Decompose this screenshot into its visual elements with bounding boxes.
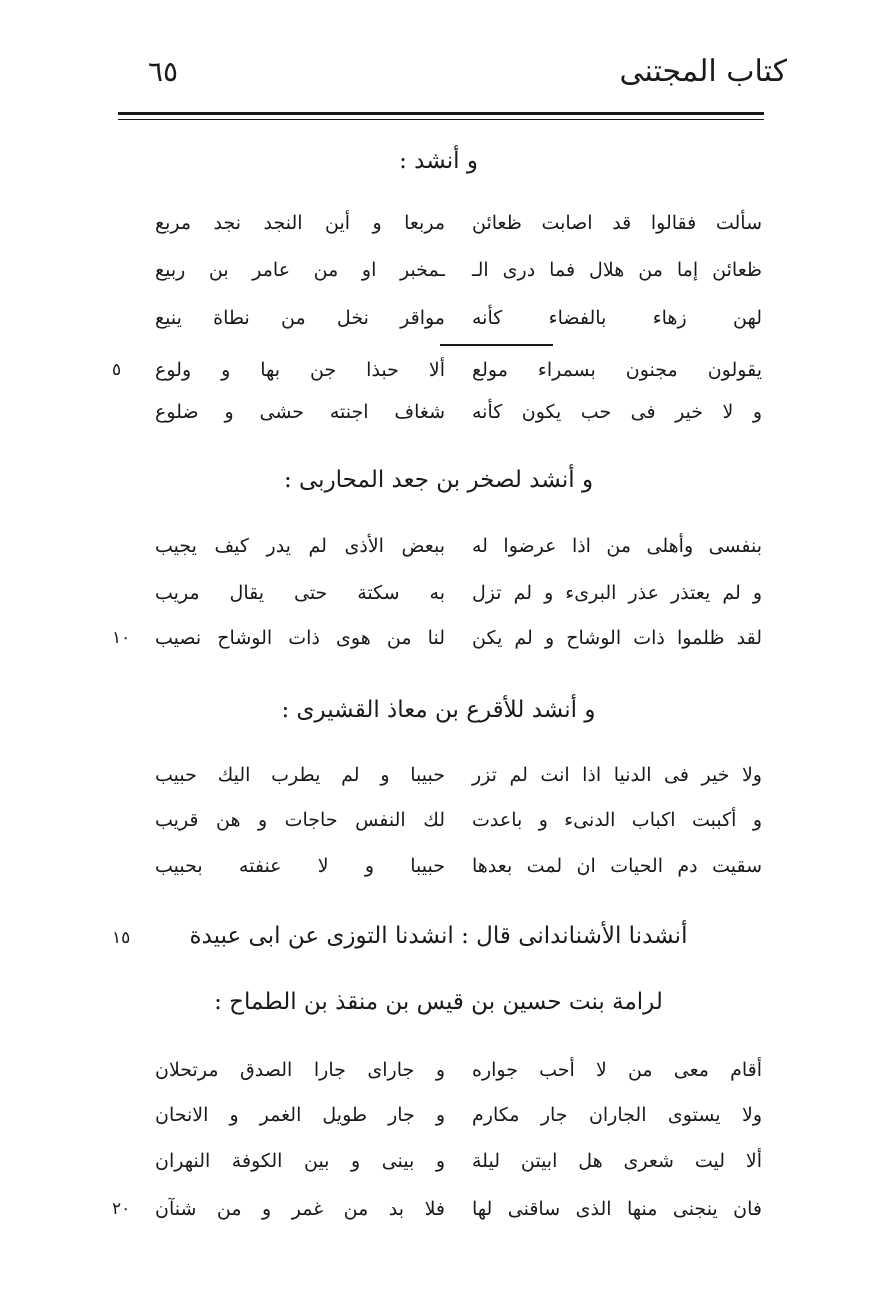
verse-second-hemistich: و بينى و بين الكوفة النهران	[155, 1150, 445, 1172]
section-subheading: لرامة بنت حسين بن قيس بن منقذ بن الطماح :	[214, 989, 663, 1015]
verse-second-hemistich: ألا حبذا جن بها و ولوع	[155, 359, 445, 381]
line-number: ٥	[112, 360, 122, 380]
verse-line	[0, 846, 877, 886]
verse-line	[0, 1050, 877, 1090]
line-number: ١٥	[112, 928, 131, 948]
line-number: ٢٠	[112, 1199, 131, 1219]
verse-line	[0, 250, 877, 290]
section-heading: و أنشد لصخر بن جعد المحاربى :	[283, 467, 594, 493]
verse-first-hemistich: أقام معى من لا أحب جواره	[472, 1059, 762, 1081]
verse-first-hemistich: ولا يستوى الجاران جار مكارم	[472, 1104, 762, 1126]
verse-line	[0, 800, 877, 840]
verse-second-hemistich: ببعض الأذى لم يدر كيف يجيب	[155, 535, 445, 557]
verse-first-hemistich: ولا خير فى الدنيا اذا انت لم تزر	[472, 764, 762, 786]
verse-second-hemistich: و جار طويل الغمر و الانحان	[155, 1104, 445, 1126]
section-heading: و أنشد للأقرع بن معاذ القشيرى :	[281, 697, 596, 723]
page-number: ٦٥	[148, 55, 179, 88]
header-rule-thin	[118, 119, 764, 120]
verse-first-hemistich: يقولون مجنون بسمراء مولع	[472, 359, 762, 381]
verse-line	[0, 573, 877, 613]
underline-mark	[440, 344, 553, 346]
verse-first-hemistich: ظعائن إما من هلال فما درى الـ	[472, 259, 762, 281]
verse-line	[0, 392, 877, 432]
verse-second-hemistich: به سكتة حتى يقال مريب	[155, 582, 445, 604]
verse-line	[0, 350, 877, 390]
verse-second-hemistich: و جاراى جارا الصدق مرتحلان	[155, 1059, 445, 1081]
verse-line	[0, 618, 877, 658]
verse-second-hemistich: مربعا و أين النجد نجد مربع	[155, 212, 445, 234]
verse-line	[0, 526, 877, 566]
verse-first-hemistich: سألت فقالوا قد اصابت ظعائن	[472, 212, 762, 234]
verse-second-hemistich: لنا من هوى ذات الوشاح نصيب	[155, 627, 445, 649]
running-head	[0, 52, 877, 92]
verse-line	[0, 1141, 877, 1181]
section-heading	[0, 918, 877, 954]
verse-line	[0, 755, 877, 795]
verse-first-hemistich: لقد ظلموا ذات الوشاح و لم يكن	[472, 627, 762, 649]
verse-first-hemistich: بنفسى وأهلى من اذا عرضوا له	[472, 535, 762, 557]
verse-first-hemistich: ألا ليت شعرى هل ابيتن ليلة	[472, 1150, 762, 1172]
verse-second-hemistich: حبيبا و لا عنفته بحبيب	[155, 855, 445, 877]
verse-line	[0, 1189, 877, 1229]
verse-line	[0, 298, 877, 338]
verse-second-hemistich: حبيبا و لم يطرب اليك حبيب	[155, 764, 445, 786]
verse-first-hemistich: سقيت دم الحيات ان لمت بعدها	[472, 855, 762, 877]
verse-first-hemistich: و لم يعتذر عذر البرىء و لم تزل	[472, 582, 762, 604]
verse-line	[0, 1095, 877, 1135]
verse-second-hemistich: ـمخبر او من عامر بن ربيع	[155, 259, 445, 281]
section-heading-text: أنشدنا الأشناندانى قال : انشدنا التوزى عن ابى عبيدة	[189, 923, 688, 949]
verse-line	[0, 203, 877, 243]
verse-first-hemistich: و لا خير فى حب يكون كأنه	[472, 401, 762, 423]
header-rule-thick	[118, 112, 764, 115]
verse-first-hemistich: و أكببت اكباب الدنىء و باعدت	[472, 809, 762, 831]
verse-second-hemistich: فلا بد من غمر و من شنآن	[155, 1198, 445, 1220]
line-number: ١٠	[112, 628, 131, 648]
verse-second-hemistich: لك النفس حاجات و هن قريب	[155, 809, 445, 831]
verse-first-hemistich: فان ينجنى منها الذى ساقنى لها	[472, 1198, 762, 1220]
book-title: كتاب المجتنى	[619, 54, 787, 89]
verse-first-hemistich: لهن زهاء بالفضاء كأنه	[472, 307, 762, 329]
verse-second-hemistich: مواقر نخل من نطاة ينيع	[155, 307, 445, 329]
section-heading: و أنشد :	[399, 148, 478, 174]
verse-second-hemistich: شغاف اجنته حشى و ضلوع	[155, 401, 445, 423]
